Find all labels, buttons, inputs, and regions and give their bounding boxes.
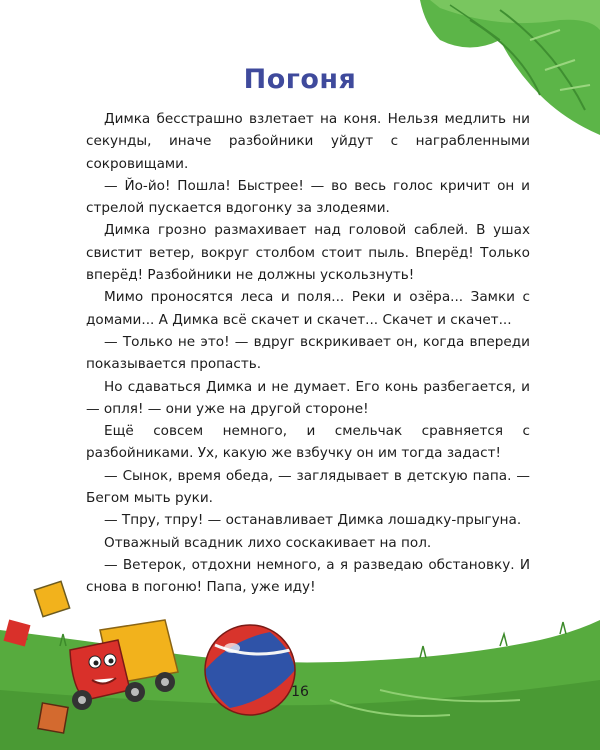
page-number: 16 [291, 684, 309, 700]
story-paragraph-4: Мимо проносятся леса и поля... Реки и озёра... Замки с домами... А Димка всё скачет и скачет... Скачет и скачет... [86, 289, 530, 328]
story-paragraph-3: Димка грозно размахивает над головой саблей. В ушах свистит ветер, вокруг столбом стоит пыль. Вперёд! Только вперёд! Разбойники не должны ускользнуть! [86, 222, 530, 284]
story-title: Погоня [243, 64, 357, 95]
story-paragraph-6: Но сдаваться Димка и не думает. Его конь разбегается, и — опля! — они уже на другой стороне! [86, 378, 530, 417]
story-paragraph-11: — Ветерок, отдохни немного, а я разведаю обстановку. И снова в погоню! Папа, уже иду! [86, 556, 530, 596]
story-paragraph-2: — Йо-йо! Пошла! Быстрее! — во весь голос кричит он и стрелой пускается вдогонку за злодеями. [86, 177, 530, 217]
story-paragraph-7: Ещё совсем немного, и смельчак сравняется с разбойниками. Ух, какую же взбучку он им тогда задаст! [86, 423, 530, 462]
story-paragraph-10: Отважный всадник лихо соскакивает на пол. [104, 534, 432, 551]
story-text [86, 108, 530, 599]
story-paragraph-1: Димка бесстрашно взлетает на коня. Нельзя медлить ни секунды, иначе разбойники уйдут с награбленными сокровищами. [86, 111, 530, 172]
story-paragraph-8: — Сынок, время обеда, — заглядывает в детскую папа. — Бегом мыть руки. [86, 467, 530, 507]
ball-illustration [205, 625, 295, 715]
story-paragraph-9: — Тпру, тпру! — останавливает Димка лошадку-прыгуна. [104, 512, 522, 529]
story-paragraph-5: — Только не это! — вдруг вскрикивает он, когда впереди показывается пропасть. [86, 333, 530, 373]
